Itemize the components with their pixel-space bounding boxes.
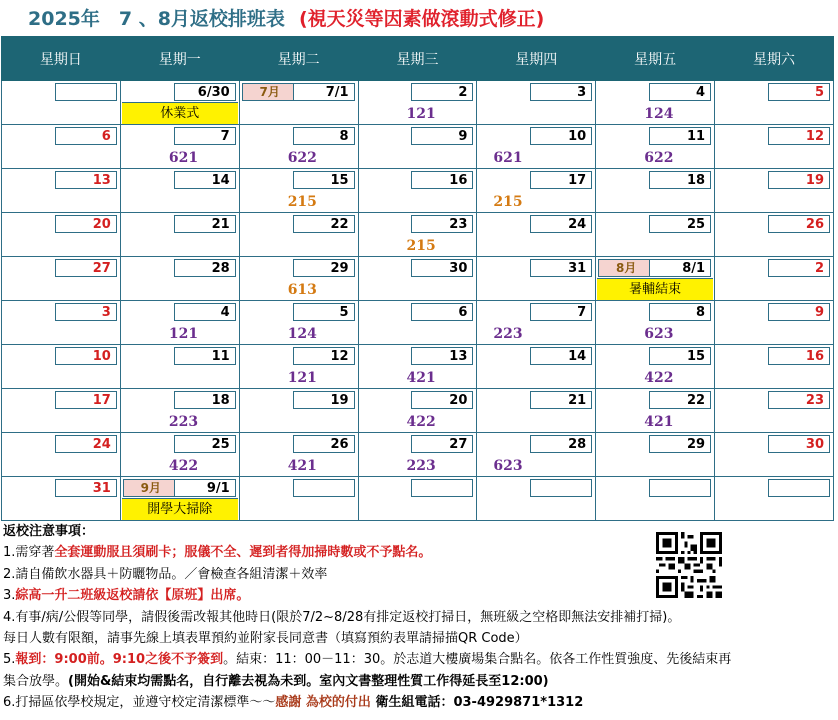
calendar-day-cell xyxy=(477,301,596,345)
day-number: 18 xyxy=(649,171,711,189)
calendar-day-cell xyxy=(120,257,239,301)
calendar-day-cell xyxy=(477,257,596,301)
class-room-number: 621 xyxy=(493,150,523,166)
class-room-number: 421 xyxy=(406,370,436,386)
calendar-day-cell xyxy=(358,477,477,521)
class-room-number: 613 xyxy=(287,282,317,298)
day-number: 29 xyxy=(649,435,711,453)
note-5-highlight: 報到：9:00前。9:10之後不予簽到 xyxy=(15,652,224,668)
event-label: 暑輔結束 xyxy=(597,278,713,300)
day-number: 7/1 xyxy=(293,83,355,101)
day-number: 19 xyxy=(768,171,830,189)
calendar-day-cell xyxy=(2,389,121,433)
calendar-day-cell xyxy=(239,301,358,345)
note-4b: 每日人數有限額，請事先線上填表單預約並附家長同意書（填寫預約表單請掃描QR Code） xyxy=(3,631,528,647)
day-number: 16 xyxy=(768,347,830,365)
notes-section xyxy=(3,521,833,714)
calendar-day-cell xyxy=(596,257,715,301)
note-2: 2.請自備飲水器具＋防曬物品。／會檢查各組清潔＋效率 xyxy=(3,566,328,582)
class-room-number: 623 xyxy=(493,458,523,474)
day-number xyxy=(411,479,473,497)
day-number: 19 xyxy=(293,391,355,409)
day-number: 6/30 xyxy=(174,83,236,101)
class-room-number: 215 xyxy=(406,238,436,254)
calendar-day-cell xyxy=(120,169,239,213)
calendar-week-row xyxy=(2,213,834,257)
day-number: 17 xyxy=(530,171,592,189)
page-title xyxy=(28,4,544,34)
weekday-header: 星期四 xyxy=(477,37,596,81)
class-room-number: 121 xyxy=(406,106,436,122)
calendar-day-cell xyxy=(715,213,834,257)
day-number: 28 xyxy=(530,435,592,453)
day-number: 13 xyxy=(55,171,117,189)
calendar-day-cell xyxy=(2,257,121,301)
day-number: 29 xyxy=(293,259,355,277)
calendar-day-cell xyxy=(477,345,596,389)
calendar-day-cell xyxy=(715,81,834,125)
day-number: 20 xyxy=(411,391,473,409)
day-number: 18 xyxy=(174,391,236,409)
day-number: 9 xyxy=(768,303,830,321)
calendar-day-cell xyxy=(2,213,121,257)
calendar-day-cell xyxy=(715,389,834,433)
day-number: 22 xyxy=(649,391,711,409)
calendar-day-cell xyxy=(596,213,715,257)
class-room-number: 621 xyxy=(168,150,199,166)
calendar-week-row xyxy=(2,257,834,301)
calendar-day-cell xyxy=(358,345,477,389)
calendar-day-cell xyxy=(120,345,239,389)
calendar-day-cell xyxy=(239,81,358,125)
calendar-day-cell xyxy=(358,433,477,477)
day-number: 8 xyxy=(649,303,711,321)
class-room-number: 223 xyxy=(406,458,436,474)
day-number: 4 xyxy=(174,303,236,321)
calendar-day-cell xyxy=(120,81,239,125)
weekday-header-row xyxy=(2,37,834,81)
class-room-number: 422 xyxy=(168,458,199,474)
calendar-week-row xyxy=(2,477,834,521)
calendar-day-cell xyxy=(596,301,715,345)
calendar-day-cell xyxy=(2,301,121,345)
day-number: 26 xyxy=(293,435,355,453)
day-number: 5 xyxy=(293,303,355,321)
note-3 xyxy=(3,585,833,606)
day-number: 8 xyxy=(293,127,355,145)
calendar-day-cell xyxy=(239,433,358,477)
day-number: 9 xyxy=(411,127,473,145)
class-room-number: 121 xyxy=(168,326,199,342)
day-number: 6 xyxy=(411,303,473,321)
month-label: 7月 xyxy=(242,83,298,101)
calendar-week-row xyxy=(2,301,834,345)
note-5-cont xyxy=(3,671,833,692)
event-label: 休業式 xyxy=(122,102,238,124)
day-number: 15 xyxy=(293,171,355,189)
day-number: 13 xyxy=(411,347,473,365)
day-number: 4 xyxy=(649,83,711,101)
calendar-day-cell xyxy=(239,125,358,169)
calendar-day-cell xyxy=(596,389,715,433)
weekday-header: 星期三 xyxy=(358,37,477,81)
class-room-number: 215 xyxy=(287,194,317,210)
day-number: 6 xyxy=(55,127,117,145)
day-number: 31 xyxy=(530,259,592,277)
day-number: 14 xyxy=(174,171,236,189)
day-number: 16 xyxy=(411,171,473,189)
day-number: 20 xyxy=(55,215,117,233)
calendar-day-cell xyxy=(120,389,239,433)
calendar-day-cell xyxy=(477,389,596,433)
note-5-text: 。結束：11：00－11：30。於志道大樓廣場集合點名。依各工作性質強度、先後結束再 xyxy=(223,652,732,668)
weekday-header: 星期二 xyxy=(239,37,358,81)
day-number: 25 xyxy=(649,215,711,233)
title-main: 2025年 7 、8月返校排班表 xyxy=(28,8,285,30)
calendar-day-cell xyxy=(715,169,834,213)
event-label: 開學大掃除 xyxy=(122,498,238,520)
calendar-day-cell xyxy=(120,125,239,169)
calendar-day-cell xyxy=(477,81,596,125)
class-room-number: 622 xyxy=(287,150,317,166)
note-1-warning: ；服儀不全、遲到者得加掃時數或不予點名。 xyxy=(171,545,432,561)
schedule-calendar xyxy=(1,36,834,521)
calendar-day-cell xyxy=(239,169,358,213)
note-6-text: 6.打掃區依學校規定，並遵守校定清潔標準～～ xyxy=(3,695,276,711)
class-room-number: 622 xyxy=(644,150,674,166)
day-number: 15 xyxy=(649,347,711,365)
day-number: 27 xyxy=(55,259,117,277)
weekday-header: 星期一 xyxy=(120,37,239,81)
calendar-day-cell xyxy=(2,345,121,389)
day-number xyxy=(55,83,117,101)
calendar-day-cell xyxy=(596,477,715,521)
day-number: 26 xyxy=(768,215,830,233)
note-6 xyxy=(3,692,833,713)
weekday-header: 星期六 xyxy=(715,37,834,81)
day-number xyxy=(768,479,830,497)
calendar-day-cell xyxy=(239,477,358,521)
day-number: 8/1 xyxy=(649,259,711,277)
day-number: 23 xyxy=(411,215,473,233)
class-room-number: 422 xyxy=(406,414,436,430)
class-room-number: 121 xyxy=(287,370,317,386)
calendar-week-row xyxy=(2,389,834,433)
class-room-number: 223 xyxy=(168,414,199,430)
calendar-day-cell xyxy=(596,433,715,477)
class-room-number: 421 xyxy=(644,414,674,430)
day-number xyxy=(649,479,711,497)
class-room-number: 215 xyxy=(493,194,523,210)
note-1-highlight: 全套運動服且須刷卡 xyxy=(54,545,172,561)
calendar-day-cell xyxy=(715,433,834,477)
note-1 xyxy=(3,542,833,563)
day-number: 2 xyxy=(411,83,473,101)
calendar-week-row xyxy=(2,345,834,389)
calendar-week-row xyxy=(2,169,834,213)
calendar-week-row xyxy=(2,433,834,477)
month-label: 8月 xyxy=(598,259,654,277)
calendar-day-cell xyxy=(596,81,715,125)
day-number: 3 xyxy=(55,303,117,321)
note-5-cont-text: 集合放學。 xyxy=(3,673,69,689)
notes-heading: 返校注意事項： xyxy=(3,524,95,539)
calendar-day-cell xyxy=(120,477,239,521)
note-5-bold: (開始&結束均需點名，自行離去視為未到。室內文書整理性質工作得延長至12:00) xyxy=(68,673,549,689)
day-number: 5 xyxy=(768,83,830,101)
note-5-num: 5. xyxy=(3,652,16,668)
class-room-number: 124 xyxy=(287,326,317,342)
calendar-day-cell xyxy=(715,301,834,345)
day-number: 28 xyxy=(174,259,236,277)
calendar-day-cell xyxy=(358,81,477,125)
day-number: 14 xyxy=(530,347,592,365)
note-6-phone: 衛生組電話：03-4929871*1312 xyxy=(370,695,584,711)
calendar-day-cell xyxy=(2,433,121,477)
day-number xyxy=(293,479,355,497)
title-note: (視天災等因素做滾動式修正) xyxy=(298,8,545,30)
calendar-body xyxy=(2,81,834,521)
day-number: 21 xyxy=(530,391,592,409)
calendar-day-cell xyxy=(715,345,834,389)
calendar-day-cell xyxy=(358,213,477,257)
calendar-day-cell xyxy=(120,433,239,477)
calendar-day-cell xyxy=(239,213,358,257)
day-number: 11 xyxy=(174,347,236,365)
calendar-day-cell xyxy=(239,389,358,433)
day-number: 21 xyxy=(174,215,236,233)
day-number: 7 xyxy=(530,303,592,321)
calendar-day-cell xyxy=(477,433,596,477)
calendar-day-cell xyxy=(715,257,834,301)
day-number: 30 xyxy=(411,259,473,277)
note-4: 4.有事/病/公假等同學，請假後需改報其他時日(限於7/2~8/28有排定返校打掃日，無班級之空格即無法安排補打掃)。 xyxy=(3,609,681,625)
day-number: 25 xyxy=(174,435,236,453)
note-5 xyxy=(3,649,833,670)
class-room-number: 422 xyxy=(644,370,674,386)
day-number xyxy=(530,479,592,497)
calendar-day-cell xyxy=(477,169,596,213)
day-number: 24 xyxy=(55,435,117,453)
calendar-day-cell xyxy=(120,213,239,257)
day-number: 24 xyxy=(530,215,592,233)
day-number: 12 xyxy=(293,347,355,365)
month-label: 9月 xyxy=(123,479,179,497)
day-number: 10 xyxy=(530,127,592,145)
day-number: 10 xyxy=(55,347,117,365)
calendar-day-cell xyxy=(2,81,121,125)
calendar-day-cell xyxy=(358,169,477,213)
calendar-day-cell xyxy=(2,169,121,213)
calendar-day-cell xyxy=(358,389,477,433)
day-number: 2 xyxy=(768,259,830,277)
calendar-day-cell xyxy=(715,125,834,169)
day-number: 11 xyxy=(649,127,711,145)
day-number: 3 xyxy=(530,83,592,101)
calendar-day-cell xyxy=(715,477,834,521)
class-room-number: 223 xyxy=(493,326,523,342)
calendar-day-cell xyxy=(358,125,477,169)
day-number: 17 xyxy=(55,391,117,409)
weekday-header: 星期五 xyxy=(596,37,715,81)
day-number: 9/1 xyxy=(174,479,236,497)
calendar-day-cell xyxy=(596,169,715,213)
weekday-header: 星期日 xyxy=(2,37,121,81)
day-number: 31 xyxy=(55,479,117,497)
day-number: 7 xyxy=(174,127,236,145)
calendar-day-cell xyxy=(477,477,596,521)
calendar-day-cell xyxy=(239,345,358,389)
calendar-week-row xyxy=(2,81,834,125)
calendar-day-cell xyxy=(2,477,121,521)
note-3-num: 3. xyxy=(3,588,16,604)
day-number: 27 xyxy=(411,435,473,453)
calendar-day-cell xyxy=(358,301,477,345)
note-1-text: 1.需穿著 xyxy=(3,545,55,561)
calendar-day-cell xyxy=(2,125,121,169)
note-3-highlight: 綜高一升二班級返校請依【原班】出席。 xyxy=(15,588,250,604)
day-number: 30 xyxy=(768,435,830,453)
calendar-week-row xyxy=(2,125,834,169)
calendar-day-cell xyxy=(477,125,596,169)
class-room-number: 124 xyxy=(644,106,674,122)
calendar-day-cell xyxy=(239,257,358,301)
day-number: 23 xyxy=(768,391,830,409)
class-room-number: 623 xyxy=(644,326,674,342)
calendar-day-cell xyxy=(596,345,715,389)
calendar-day-cell xyxy=(477,213,596,257)
day-number: 12 xyxy=(768,127,830,145)
class-room-number: 421 xyxy=(287,458,317,474)
note-6-thanks: 感謝 為校的付出 xyxy=(275,695,371,711)
calendar-day-cell xyxy=(596,125,715,169)
calendar-day-cell xyxy=(120,301,239,345)
day-number: 22 xyxy=(293,215,355,233)
calendar-day-cell xyxy=(358,257,477,301)
